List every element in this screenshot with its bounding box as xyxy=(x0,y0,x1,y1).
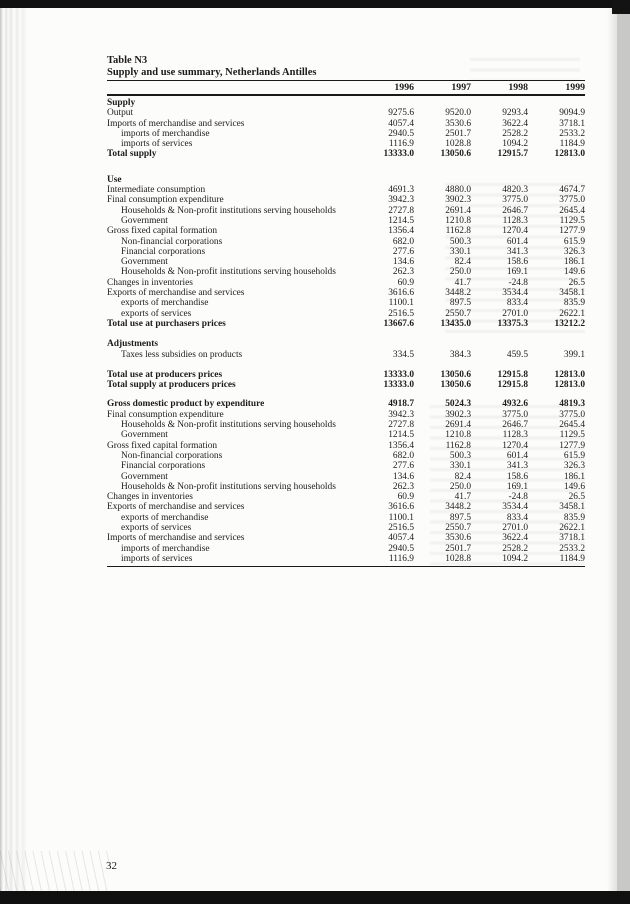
header-spacer xyxy=(107,81,357,94)
row-value: 1100.1 xyxy=(388,512,414,523)
row-value: 9293.4 xyxy=(502,108,528,119)
table-row xyxy=(107,175,585,185)
row-value: 341.3 xyxy=(506,461,528,472)
row-value: 41.7 xyxy=(454,492,471,503)
row-value: 3448.2 xyxy=(445,288,471,299)
row-value: 615.9 xyxy=(563,450,585,461)
row-value: 3622.4 xyxy=(502,533,528,544)
table-row xyxy=(107,278,585,288)
row-value: 2701.0 xyxy=(502,308,528,319)
row-value: -24.8 xyxy=(508,277,528,288)
table-row xyxy=(107,237,585,247)
row-value xyxy=(357,175,414,185)
row-label: Final consumption expenditure xyxy=(107,409,224,420)
table-row xyxy=(107,98,585,108)
row-value: 13667.6 xyxy=(383,318,414,329)
row-label: exports of merchandise xyxy=(121,298,209,309)
row-value: 2691.4 xyxy=(445,205,471,216)
row-value: 13375.3 xyxy=(497,318,528,329)
table-row xyxy=(107,410,585,420)
row-value xyxy=(471,175,528,185)
row-value: 2727.8 xyxy=(388,420,414,431)
row-value: 2691.4 xyxy=(445,420,471,431)
row-value: 3448.2 xyxy=(445,502,471,513)
table-row xyxy=(107,544,585,554)
row-label: imports of services xyxy=(121,139,193,150)
row-value: 12813.0 xyxy=(554,380,585,391)
row-value: 3718.1 xyxy=(559,533,585,544)
row-value: 330.1 xyxy=(449,461,471,472)
row-value: 1356.4 xyxy=(388,440,414,451)
row-value: 2550.7 xyxy=(445,522,471,533)
row-value: 41.7 xyxy=(454,277,471,288)
row-value: 1270.4 xyxy=(502,440,528,451)
row-value: 1162.8 xyxy=(445,440,471,451)
row-label: Government xyxy=(121,471,168,482)
page-edge-shadow xyxy=(607,7,617,891)
row-value: 9520.0 xyxy=(445,108,471,119)
table-row xyxy=(107,139,585,149)
row-value: 500.3 xyxy=(449,236,471,247)
row-value: 2645.4 xyxy=(559,205,585,216)
row-label: exports of merchandise xyxy=(121,512,209,523)
row-value: 13333.0 xyxy=(383,380,414,391)
row-value: 134.6 xyxy=(392,257,414,268)
row-value: 9275.6 xyxy=(388,108,414,119)
row-label: Financial corporations xyxy=(121,461,206,472)
table-label: Table N3 xyxy=(107,55,148,66)
row-value: 2701.0 xyxy=(502,522,528,533)
row-value: 26.5 xyxy=(568,277,585,288)
row-value: 682.0 xyxy=(392,236,414,247)
row-label: Imports of merchandise and services xyxy=(107,118,245,129)
table-container xyxy=(107,55,585,567)
table-row xyxy=(107,206,585,216)
row-value: 277.6 xyxy=(392,246,414,257)
row-value: 4674.7 xyxy=(559,185,585,196)
table-row xyxy=(107,257,585,267)
row-value: 1028.8 xyxy=(445,139,471,150)
row-value: 2501.7 xyxy=(445,128,471,139)
row-value: 12915.7 xyxy=(497,149,528,160)
row-value: 2646.7 xyxy=(502,205,528,216)
row-value xyxy=(357,98,414,108)
row-value xyxy=(471,339,528,349)
row-value: 3530.6 xyxy=(445,533,471,544)
row-value: 4819.3 xyxy=(559,399,585,410)
row-value: 3902.3 xyxy=(445,409,471,420)
row-label: Households & Non-profit institutions serving households xyxy=(121,481,336,492)
table-row xyxy=(107,472,585,482)
row-value: 2528.2 xyxy=(502,543,528,554)
row-value: 3775.0 xyxy=(502,409,528,420)
row-value: 169.1 xyxy=(506,267,528,278)
row-value: 250.0 xyxy=(449,481,471,492)
table-row xyxy=(107,288,585,298)
scan-border-top xyxy=(0,0,630,8)
row-value: 3530.6 xyxy=(445,118,471,129)
table-row xyxy=(107,461,585,471)
row-value: 250.0 xyxy=(449,267,471,278)
row-value: 3902.3 xyxy=(445,195,471,206)
row-value: 2645.4 xyxy=(559,420,585,431)
table-row xyxy=(107,370,585,380)
row-value: 1210.8 xyxy=(445,215,471,226)
row-value: 3775.0 xyxy=(559,195,585,206)
row-value: 1184.9 xyxy=(559,553,585,564)
table-row xyxy=(107,108,585,118)
row-value: 26.5 xyxy=(568,492,585,503)
row-value: 149.6 xyxy=(563,267,585,278)
row-label: Changes in inventories xyxy=(107,277,193,288)
row-value: 60.9 xyxy=(397,492,414,503)
row-value: 186.1 xyxy=(563,471,585,482)
row-value: 12813.0 xyxy=(554,149,585,160)
row-label: Government xyxy=(121,257,168,268)
row-value: 1094.2 xyxy=(502,139,528,150)
row-value: 2940.5 xyxy=(388,128,414,139)
row-value: 2516.5 xyxy=(388,522,414,533)
table-row xyxy=(107,298,585,308)
row-value: 601.4 xyxy=(506,450,528,461)
row-value: 13212.2 xyxy=(554,318,585,329)
row-value: 3622.4 xyxy=(502,118,528,129)
row-value: 3458.1 xyxy=(559,502,585,513)
table-row xyxy=(107,533,585,543)
table-body xyxy=(107,98,585,564)
table-row xyxy=(107,513,585,523)
row-label: exports of services xyxy=(121,522,192,533)
row-value xyxy=(471,98,528,108)
row-value xyxy=(528,339,585,349)
table-row xyxy=(107,129,585,139)
row-value: 13333.0 xyxy=(383,369,414,380)
scan-border-bottom xyxy=(0,891,630,904)
row-value: 134.6 xyxy=(392,471,414,482)
row-value: 2646.7 xyxy=(502,420,528,431)
row-label: Imports of merchandise and services xyxy=(107,533,245,544)
row-value: 1116.9 xyxy=(388,139,414,150)
table-row xyxy=(107,420,585,430)
row-label: Use xyxy=(107,174,122,185)
row-value: 1277.9 xyxy=(559,440,585,451)
row-value: 13050.6 xyxy=(440,380,471,391)
table-row xyxy=(107,339,585,349)
row-value: 326.3 xyxy=(563,246,585,257)
table-row xyxy=(107,430,585,440)
row-label: Households & Non-profit institutions serving households xyxy=(121,205,336,216)
table-gap xyxy=(107,360,585,370)
row-value: 13050.6 xyxy=(440,369,471,380)
row-value: -24.8 xyxy=(508,492,528,503)
row-value: 833.4 xyxy=(506,298,528,309)
row-value: 3534.4 xyxy=(502,502,528,513)
row-value: 2516.5 xyxy=(388,308,414,319)
row-value: 4880.0 xyxy=(445,185,471,196)
row-label: Final consumption expenditure xyxy=(107,195,224,206)
table-row xyxy=(107,502,585,512)
column-header-1996: 1996 xyxy=(394,82,414,93)
table-row xyxy=(107,492,585,502)
row-value: 13435.0 xyxy=(440,318,471,329)
row-label: Changes in inventories xyxy=(107,492,193,503)
table-row xyxy=(107,149,585,159)
table-row xyxy=(107,399,585,409)
row-value: 3534.4 xyxy=(502,288,528,299)
row-value xyxy=(414,98,471,108)
row-value: 60.9 xyxy=(397,277,414,288)
row-value: 1214.5 xyxy=(388,215,414,226)
row-label: Gross domestic product by expenditure xyxy=(107,399,265,410)
row-value: 1210.8 xyxy=(445,430,471,441)
row-value: 3616.6 xyxy=(388,288,414,299)
table-bottom-rule xyxy=(107,566,585,567)
row-value: 2550.7 xyxy=(445,308,471,319)
table-row xyxy=(107,247,585,257)
table-row xyxy=(107,216,585,226)
row-label: Intermediate consumption xyxy=(107,185,206,196)
row-value: 2501.7 xyxy=(445,543,471,554)
row-value: 186.1 xyxy=(563,257,585,268)
row-value: 3775.0 xyxy=(502,195,528,206)
row-value: 835.9 xyxy=(563,298,585,309)
row-value: 4932.6 xyxy=(502,399,528,410)
row-label: Households & Non-profit institutions serving households xyxy=(121,267,336,278)
row-value: 1028.8 xyxy=(445,553,471,564)
row-value: 158.6 xyxy=(506,471,528,482)
table-row xyxy=(107,119,585,129)
row-value: 5024.3 xyxy=(445,399,471,410)
table-header-row xyxy=(107,81,585,96)
row-label: imports of merchandise xyxy=(121,543,210,554)
table-row xyxy=(107,309,585,319)
row-value: 4057.4 xyxy=(388,118,414,129)
row-value: 277.6 xyxy=(392,461,414,472)
row-value: 500.3 xyxy=(449,450,471,461)
row-value: 1277.9 xyxy=(559,226,585,237)
row-label: Non-financial corporations xyxy=(121,236,223,247)
row-label: Output xyxy=(107,108,134,119)
scanner-bed-strip xyxy=(617,7,630,891)
row-value: 341.3 xyxy=(506,246,528,257)
row-value: 2622.1 xyxy=(559,308,585,319)
row-value: 1094.2 xyxy=(502,553,528,564)
row-value: 4918.7 xyxy=(388,399,414,410)
row-value: 169.1 xyxy=(506,481,528,492)
row-value xyxy=(528,175,585,185)
column-header-1998: 1998 xyxy=(508,82,528,93)
table-row xyxy=(107,380,585,390)
row-label: Exports of merchandise and services xyxy=(107,502,245,513)
row-value: 4691.3 xyxy=(388,185,414,196)
row-value: 2727.8 xyxy=(388,205,414,216)
row-label: Government xyxy=(121,215,168,226)
row-value: 3942.3 xyxy=(388,409,414,420)
row-value: 1162.8 xyxy=(445,226,471,237)
row-label: Total use at producers prices xyxy=(107,369,223,380)
row-value: 897.5 xyxy=(449,298,471,309)
table-row xyxy=(107,319,585,329)
row-value: 399.1 xyxy=(563,349,585,360)
row-value: 158.6 xyxy=(506,257,528,268)
row-value: 262.3 xyxy=(392,481,414,492)
column-header-1997: 1997 xyxy=(451,82,471,93)
row-value: 2528.2 xyxy=(502,128,528,139)
row-value: 601.4 xyxy=(506,236,528,247)
row-value xyxy=(528,98,585,108)
row-value: 1129.5 xyxy=(559,430,585,441)
table-row xyxy=(107,267,585,277)
row-label: imports of services xyxy=(121,553,193,564)
scan-border-top-corner xyxy=(612,0,630,14)
row-label: Non-financial corporations xyxy=(121,450,223,461)
row-value: 3718.1 xyxy=(559,118,585,129)
row-value: 3775.0 xyxy=(559,409,585,420)
row-value: 262.3 xyxy=(392,267,414,278)
row-value: 2533.2 xyxy=(559,128,585,139)
row-value: 149.6 xyxy=(563,481,585,492)
table-row xyxy=(107,482,585,492)
row-value: 9094.9 xyxy=(559,108,585,119)
row-value xyxy=(414,175,471,185)
row-value: 330.1 xyxy=(449,246,471,257)
row-value: 897.5 xyxy=(449,512,471,523)
row-value: 2533.2 xyxy=(559,543,585,554)
row-value: 384.3 xyxy=(449,349,471,360)
row-label: Households & Non-profit institutions serving households xyxy=(121,420,336,431)
table-title: Supply and use summary, Netherlands Antilles xyxy=(107,67,585,81)
row-value: 3616.6 xyxy=(388,502,414,513)
row-value: 3458.1 xyxy=(559,288,585,299)
row-value: 12915.8 xyxy=(497,369,528,380)
column-header-1999: 1999 xyxy=(565,82,585,93)
row-value: 1270.4 xyxy=(502,226,528,237)
row-value: 615.9 xyxy=(563,236,585,247)
row-value: 82.4 xyxy=(454,257,471,268)
row-label: Total supply at producers prices xyxy=(107,380,236,391)
table-row xyxy=(107,185,585,195)
row-value: 82.4 xyxy=(454,471,471,482)
row-label: imports of merchandise xyxy=(121,128,210,139)
row-value: 1214.5 xyxy=(388,430,414,441)
row-value: 4057.4 xyxy=(388,533,414,544)
row-value: 682.0 xyxy=(392,450,414,461)
row-label: Government xyxy=(121,430,168,441)
table-row xyxy=(107,226,585,236)
row-label: Gross fixed capital formation xyxy=(107,440,218,451)
row-value: 835.9 xyxy=(563,512,585,523)
table-row xyxy=(107,523,585,533)
page-corner-fan xyxy=(0,851,110,891)
row-label: Exports of merchandise and services xyxy=(107,288,245,299)
book-page-edges xyxy=(0,8,38,891)
table-row xyxy=(107,441,585,451)
row-value: 3942.3 xyxy=(388,195,414,206)
row-label: Taxes less subsidies on products xyxy=(121,349,243,360)
row-value: 833.4 xyxy=(506,512,528,523)
row-value xyxy=(357,339,414,349)
row-label: Adjustments xyxy=(107,339,159,350)
row-value: 1128.3 xyxy=(502,215,528,226)
row-label: Total use at purchasers prices xyxy=(107,318,226,329)
table-row xyxy=(107,350,585,360)
row-label: Total supply xyxy=(107,149,157,160)
row-value: 2940.5 xyxy=(388,543,414,554)
row-value: 459.5 xyxy=(506,349,528,360)
row-value: 1356.4 xyxy=(388,226,414,237)
row-value: 13050.6 xyxy=(440,149,471,160)
row-value: 13333.0 xyxy=(383,149,414,160)
table-row xyxy=(107,554,585,564)
table-gap xyxy=(107,390,585,399)
row-value: 4820.3 xyxy=(502,185,528,196)
row-value: 1116.9 xyxy=(388,553,414,564)
table-row xyxy=(107,451,585,461)
table-gap xyxy=(107,160,585,175)
row-value: 1129.5 xyxy=(559,215,585,226)
row-value: 12813.0 xyxy=(554,369,585,380)
row-value: 1128.3 xyxy=(502,430,528,441)
row-label: Financial corporations xyxy=(121,246,206,257)
page-number: 32 xyxy=(106,860,117,872)
row-label: Supply xyxy=(107,98,136,108)
row-value: 2622.1 xyxy=(559,522,585,533)
row-value: 12915.8 xyxy=(497,380,528,391)
row-value: 334.5 xyxy=(392,349,414,360)
row-value: 1184.9 xyxy=(559,139,585,150)
row-label: exports of services xyxy=(121,308,192,319)
row-value: 326.3 xyxy=(563,461,585,472)
table-gap xyxy=(107,329,585,339)
table-row xyxy=(107,195,585,205)
row-value: 1100.1 xyxy=(388,298,414,309)
row-value xyxy=(414,339,471,349)
row-label: Gross fixed capital formation xyxy=(107,226,218,237)
